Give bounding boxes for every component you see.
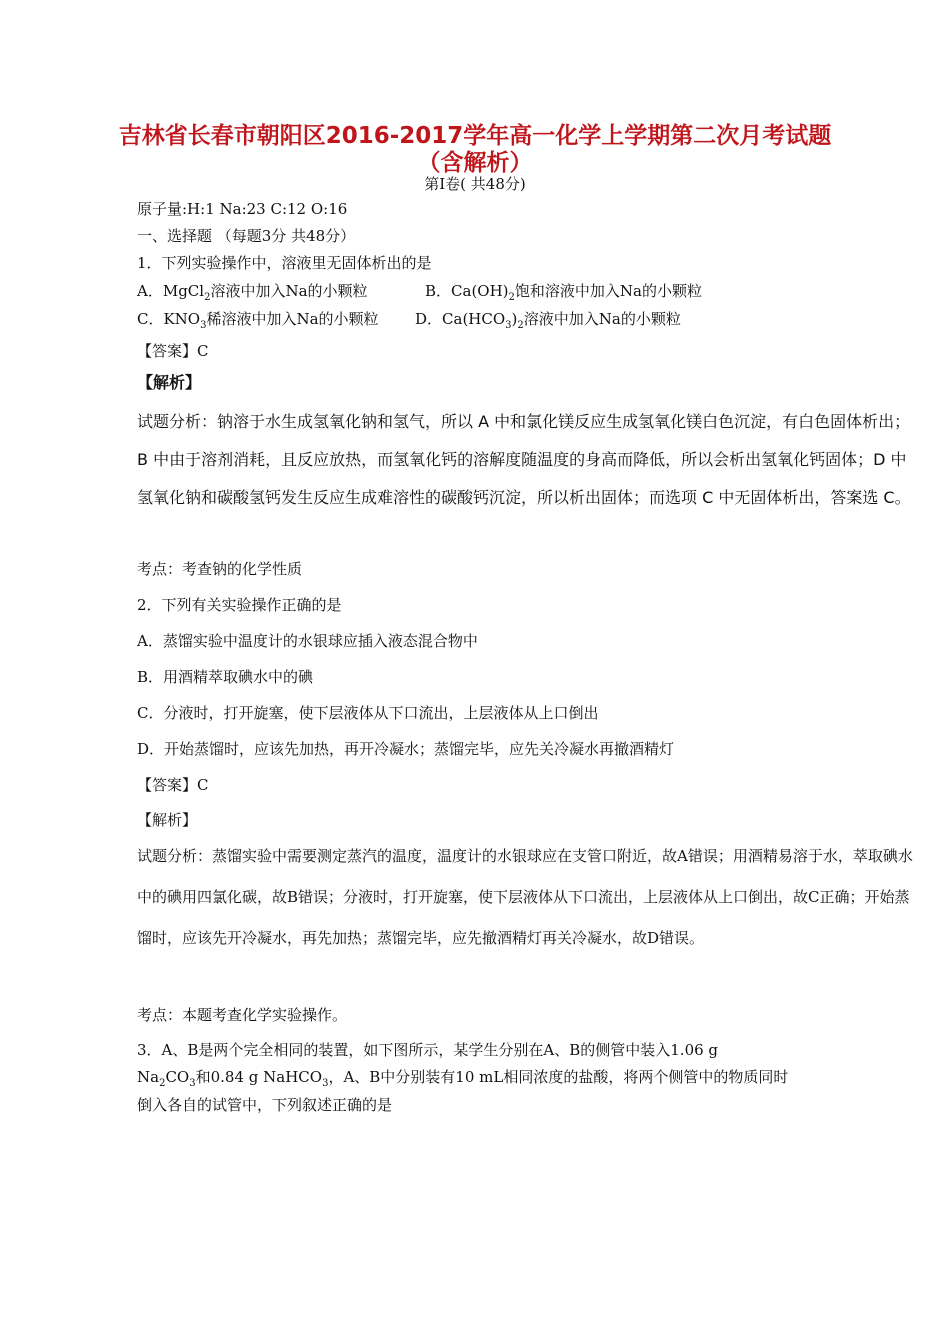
q2-point: 考点：本题考查化学实验操作。 bbox=[137, 1006, 348, 1024]
q1-stem: 1．下列实验操作中，溶液里无固体析出的是 bbox=[137, 254, 432, 272]
q2-option-a: A．蒸馏实验中温度计的水银球应插入液态混合物中 bbox=[137, 632, 478, 650]
q3-line-1: 3．A、B是两个完全相同的装置，如下图所示，某学生分别在A、B的侧管中装入1.06 g bbox=[137, 1041, 719, 1059]
q2-answer: 【答案】C bbox=[137, 776, 209, 794]
q2-option-d: D．开始蒸馏时，应该先加热，再开冷凝水；蒸馏完毕，应先关冷凝水再撤酒精灯 bbox=[137, 740, 675, 758]
atomic-mass-line: 原子量:H:1 Na:23 C:12 O:16 bbox=[137, 200, 348, 218]
q1-options-cd bbox=[137, 310, 681, 331]
q1-options-ab bbox=[137, 282, 702, 303]
document-subtitle: （含解析） bbox=[417, 150, 533, 176]
q1-analysis: 试题分析：钠溶于水生成氢氧化钠和氢气，所以 A 中和氯化镁反应生成氢氧化镁白色沉淀，有白色固体析出；B 中由于溶剂消耗，且反应放热，而氢氧化钙的溶解度随温度的身高而降低，所以会析出氢氧化钙固体；D 中氢氧化钠和碳酸氢钙发生反应生成难溶性的碳酸钙沉淀，所以析出固体；而选项 C 中无固体析出，答案选 C。 bbox=[137, 412, 911, 507]
q3-line-3: 倒入各自的试管中，下列叙述正确的是 bbox=[137, 1096, 393, 1114]
q1-answer: 【答案】C bbox=[137, 342, 209, 360]
q1-point: 考点：考查钠的化学性质 bbox=[137, 560, 303, 578]
q1-option-a: A．MgCl$_2$溶液中加入Na的小颗粒 bbox=[137, 282, 368, 303]
q2-analysis: 试题分析：蒸馏实验中需要测定蒸汽的温度，温度计的水银球应在支管口附近，故A错误；用酒精易溶于水，萃取碘水中的碘用四氯化碳，故B错误；分液时，打开旋塞，使下层液体从下口流出，上层液体从上口倒出，故C正确；开始蒸馏时，应该先开冷凝水，再先加热；蒸馏完毕，应先撤酒精灯再关冷凝水，故D错误。 bbox=[137, 847, 913, 947]
volume-heading: 第Ⅰ卷( 共48分) bbox=[424, 175, 526, 193]
document-title: 吉林省长春市朝阳区2016-2017学年高一化学上学期第二次月考试题 bbox=[118, 123, 832, 149]
section-heading: 一、选择题 （每题3分 共48分） bbox=[137, 227, 356, 245]
q2-stem: 2．下列有关实验操作正确的是 bbox=[137, 596, 342, 614]
q2-analysis-label: 【解析】 bbox=[137, 811, 198, 829]
q1-option-b: B．$Ca(OH)_2$饱和溶液中加入Na的小颗粒 bbox=[425, 282, 702, 303]
q1-option-c: C．$KNO_3$稀溶液中加入Na的小颗粒 bbox=[137, 310, 379, 331]
q1-analysis-label: 【解析】 bbox=[137, 373, 202, 392]
q2-option-c: C．分液时，打开旋塞，使下层液体从下口流出，上层液体从上口倒出 bbox=[137, 704, 599, 722]
q1-option-d: D．$Ca(HCO_3)_2$溶液中加入Na的小颗粒 bbox=[415, 310, 681, 331]
q2-option-b: B．用酒精萃取碘水中的碘 bbox=[137, 668, 314, 686]
q3-line-2: $Na_2CO_3$和0.84 g NaHCO$_3$，A、B中分别装有10 mL相同浓度的盐酸，将两个侧管中的物质同时 bbox=[137, 1068, 789, 1089]
